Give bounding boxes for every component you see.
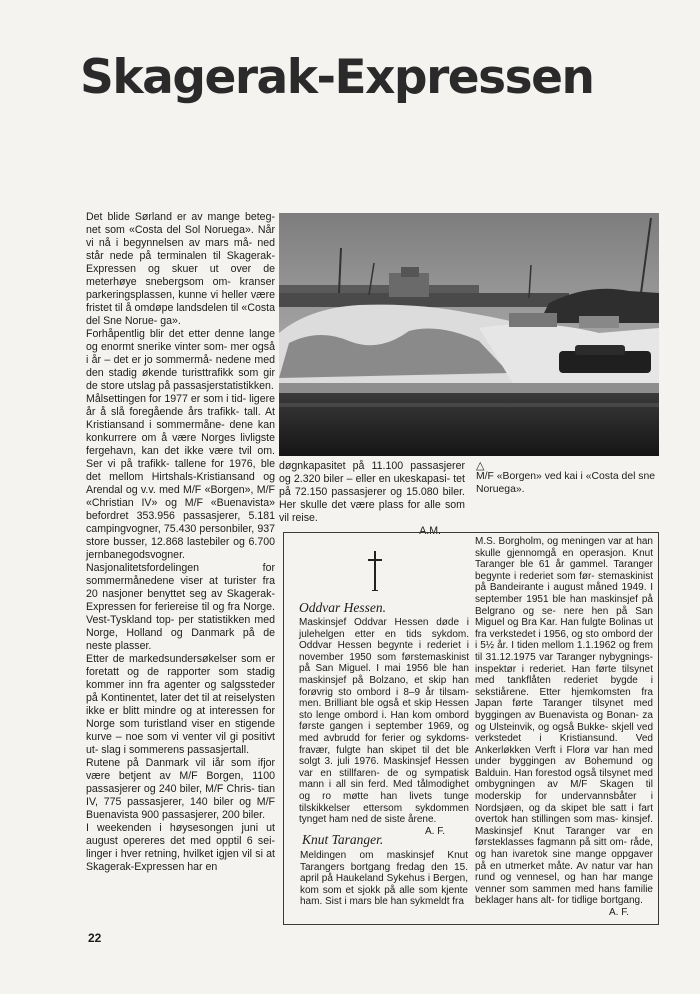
obituary-paragraph: M.S. Borgholm, og meningen var at han skulle gjennomgå en operasjon. Knut Taranger ble 61 år gammel. Taranger begynte i rederiet som før- stemaskinist på Bandeirante i august måned 1949. I september 1951 ble han maskinsjef på Belgrano og se- nere hen på San Miguel og Bra Kar. Han fulgte Bolinas ut fra verkstedet i 1956, og sto ombord der i 5½ år. I tiden mellom 1.1.1962 og frem til 31.12.1975 var Taranger nybygnings- inspektør i rederiet. Han førte tilsynet med tankflåten rederiet bygde i sekstiårene. Etter hjemkomsten fra Japan førte Taranger tilsynet med byggingen av Buenavista og Bonan- za og Ulsteinvik, og også Bukke- skjell ved verkstedet i Kristiansund. Ved Ankerløkken Verft i Florø var han med under byggingen av Bohemund og Balduin. Han forestod også tilsynet med ombygningen av M/F Skagen til moderskip for undervannsbåter i Nordsjøen, og da skipet ble satt i fart overtok han stillingen som mas- kinsjef. Maskinsjef Knut Taranger var en førsteklasses fagmann på sitt om- råde, og han ivaretok sine mange oppgaver på en utmerket måte. Av natur var han rund og vennesel, og han har mange venner som sammen med hans familie beklager hans alt- for tidlige bortgang. — [475, 536, 653, 907]
photo-caption: M/F «Borgen» ved kai i «Costa del sne Noruega». — [476, 471, 656, 495]
ferry-terminal-photo — [279, 213, 659, 456]
article-column-left — [86, 211, 275, 874]
author-signature: A.M. — [419, 525, 441, 537]
page-number: 22 — [88, 931, 102, 945]
obituary-paragraph: Maskinsjef Oddvar Hessen døde i julehelgen etter en tids sykdom. Oddvar Hessen begynte i rederiet i november 1950 som førstemaskinist på San Miguel. I mai 1956 ble han maskinsjef på Bolzano, et skip han forøvrig sto ombord i 8–9 år tilsam- men. Brilliant ble også et skip Hessen sto lenge ombord i. Han kom ombord første gangen i september 1969, og med avbrudd for ferier og sykdoms- fravær, fulgte han skipet til det ble solgt 3. juli 1976. Maskinsjef Hessen var en stillfaren- de og sympatisk mann i all sin ferd. Med tålmodighet og ro møtte han livets tunge tilskikkelser ettersom sykdommen tynget ham ned de siste årene. — [299, 617, 469, 826]
article-paragraph: Etter de markedsundersøkelser som er foretatt og de rapporter som stadig kommer inn fra agenter og salgssteder på Kontinentet, later det til at reiselysten ikke er blitt mindre og at interessen for Norge som turistland viser en stigende kurve – noe som vi venter vil gi positivt ut- slag i sommerens passasjertall. — [86, 653, 275, 756]
article-paragraph: I weekenden i høysesongen juni ut august opereres det med opptil 6 sei- linger i hver retning, hvilket igjen vil si at Skagerak-Expressen har en — [86, 822, 275, 873]
obituary-name: Knut Taranger. — [302, 832, 384, 847]
article-paragraph: døgnkapasitet på 11.100 passasjerer og 2.320 biler – eller en ukeskapasi- tet på 72.150 passasjerer og 15.080 biler. Her skulle det være plass for alle som vil reise. — [279, 460, 465, 524]
obituary-text-continued — [475, 536, 653, 919]
obituary-text — [300, 850, 468, 908]
article-paragraph: Nasjonalitetsfordelingen for sommermånedene viser at turister fra 20 nasjoner benyttet seg av Skagerak-Expressen for feriereise til og fra Norge. Vest-Tyskland top- per statistikken med Norge, Holland og Danmark på de neste plasser. — [86, 562, 275, 652]
article-column-mid — [279, 460, 465, 538]
article-paragraph: Målsettingen for 1977 er som i tid- ligere år å slå foregående års trafikk- tall. At Kristiansand i sommermåne- dene kan konkurrere om å være Norges livligste fergehavn, kan det ikke være tvil om. Ser vi på trafikk- tallene for 1976, ble det mellom Hirtshals-Kristiansand og Arendal og v.v. med M/F «Borgen», M/F «Christian IV» og M/F «Buenavista» befordret 353.956 passasjerer, 5.181 campingvogner, 75.430 personbiler, 937 store busser, 12.868 lastebiler og 6.700 jernbanegodsvogner. — [86, 393, 276, 561]
author-signature: A. F. — [424, 825, 445, 837]
obituary-text — [299, 617, 469, 837]
article-paragraph: Det blide Sørland er av mange beteg- net som «Costa del Sol Noruega». Når vi nå i begynnelsen av mars må- ned står nede på terminalen til Skagerak-Expressen og skuer ut over de meterhøye snebergsom om- kranser parkeringsplassen, kunne vi heller være fristet til å omdøpe landsdelen til «Costa del Sne Norue- ga». — [86, 211, 275, 327]
article-title: Skagerak-Expressen — [80, 50, 594, 105]
caption-arrow-icon: △ — [476, 460, 485, 472]
obituary-name: Oddvar Hessen. — [299, 600, 386, 615]
obituary-paragraph: Meldingen om maskinsjef Knut Tarangers bortgang fredag den 15. april på Haukeland Sykehus i Bergen, kom som et sjokk på alle som kjente ham. Sist i mars ble han sykmeldt fra — [300, 850, 468, 908]
article-paragraph: Rutene på Danmark vil iår som ifjor være betjent av M/F Borgen, 1100 passasjerer og 240 biler, M/F Chris- tian IV, 775 passasjerer, 140 biler og M/F Buenavista 900 passasjerer, 200 biler. — [86, 757, 275, 821]
author-signature: A. F. — [608, 907, 629, 918]
cross-icon — [366, 551, 384, 591]
article-paragraph: Forhåpentlig blir det etter denne lange og enormt snerike vinter som- mer også i år – det er jo sommermå- nedene med den stadig økende turisttrafikk som gir de store utslag på passasjerstatistikken. — [86, 328, 275, 392]
